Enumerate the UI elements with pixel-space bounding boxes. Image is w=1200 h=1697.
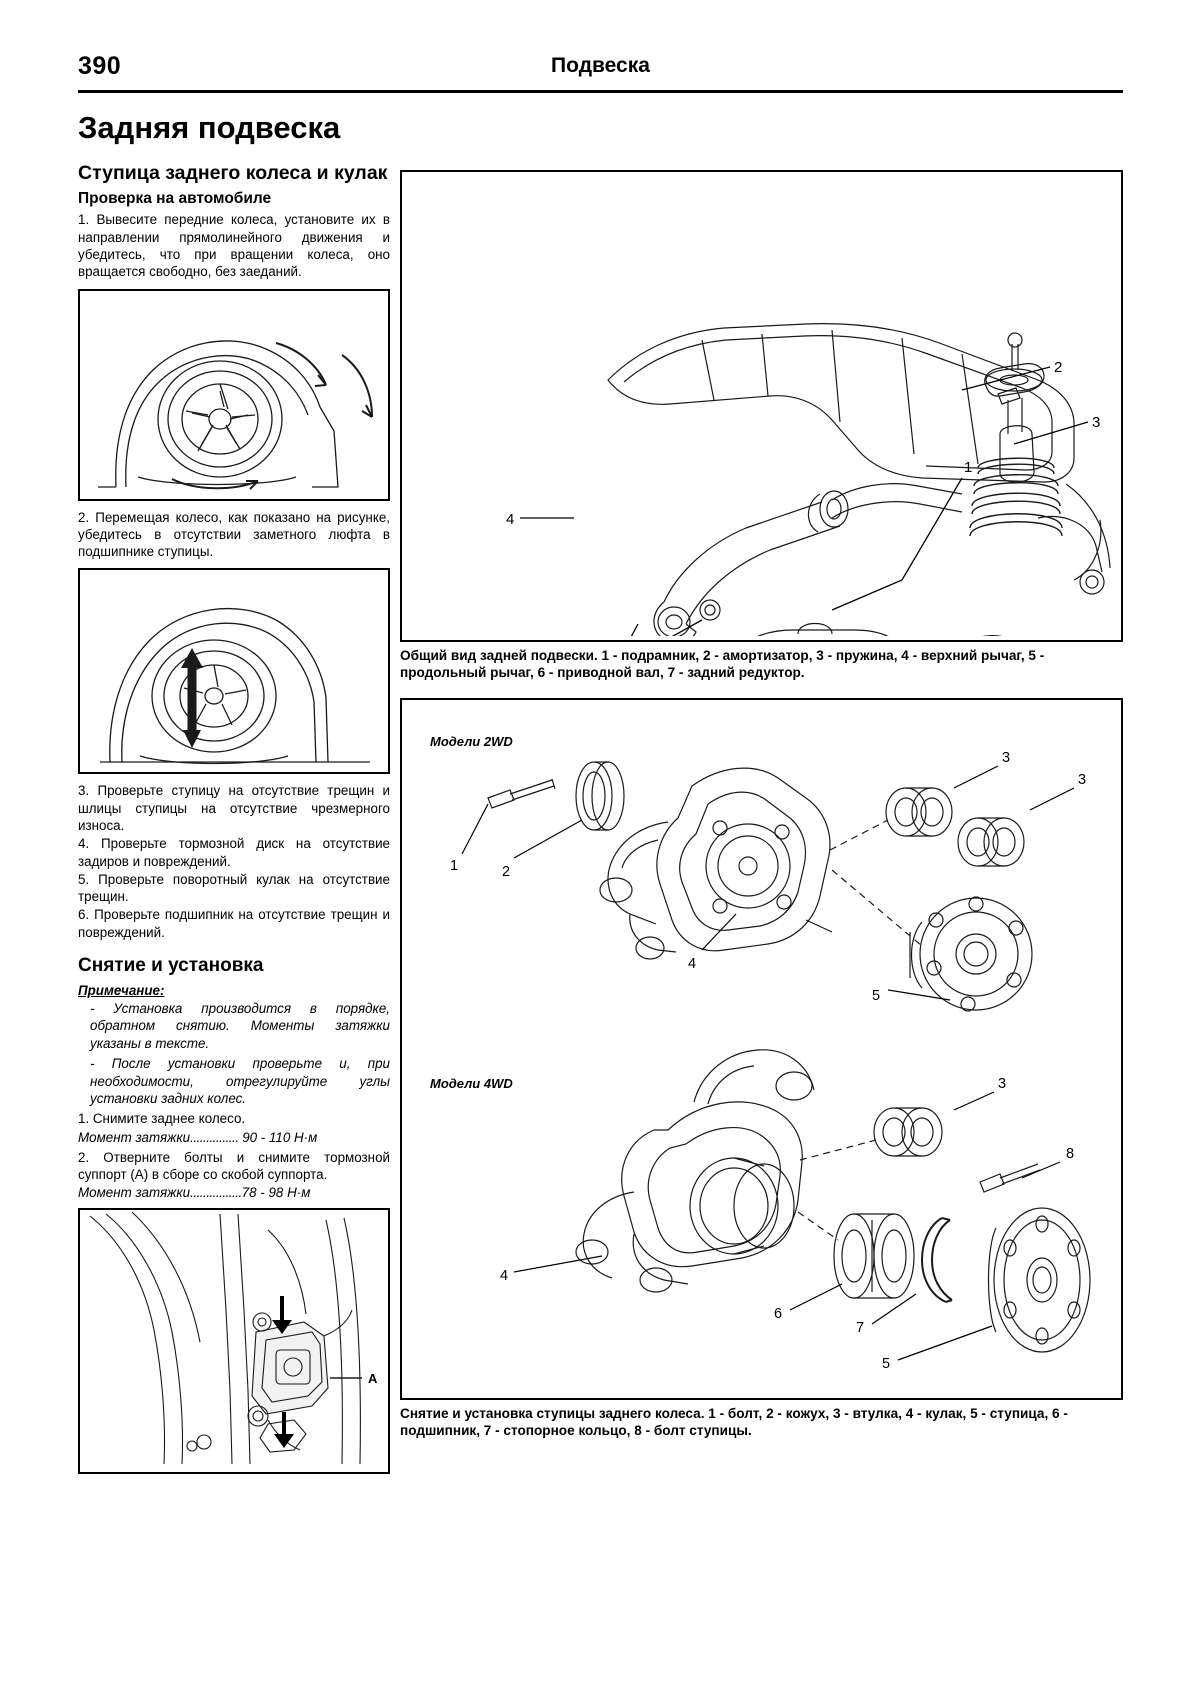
callout-4wd-3: 3 <box>998 1075 1007 1092</box>
step-1: 1. Снимите заднее колесо. <box>78 1111 246 1127</box>
paragraph-1: 1. Вывесите передние колеса, установите их в направлении прямолинейного движения и убедитесь, что при вращении колеса, оно вращается свободно, без заеданий. <box>78 212 390 280</box>
callout-2: 2 <box>1054 359 1063 376</box>
page-header <box>78 52 1123 94</box>
callout-4wd-4: 4 <box>500 1267 509 1284</box>
figure-wheel-play-check <box>78 568 390 774</box>
paragraph-5: 5. Проверьте поворотный кулак на отсутствие трещин. <box>78 871 390 905</box>
callout-4: 4 <box>506 511 515 528</box>
callout-1: 1 <box>964 459 973 476</box>
paragraph-2: 2. Перемещая колесо, как показано на рисунке, убедитесь в отсутствии заметного люфта в подшипнике ступицы. <box>78 509 390 560</box>
left-text-column <box>78 110 390 1474</box>
note-item-1: - Установка производится в порядке, обратном снятию. Моменты затяжки указаны в тексте. <box>90 1000 390 1051</box>
callout-3: 3 <box>1092 414 1101 431</box>
callout-2wd-5: 5 <box>872 987 881 1004</box>
callout-2wd-3b: 3 <box>1078 771 1087 788</box>
page-number: 390 <box>78 52 122 80</box>
label-4wd: Модели 4WD <box>430 1075 513 1091</box>
figure-wheel-rotation-check <box>78 289 390 501</box>
callout-2wd-3a: 3 <box>1002 749 1011 766</box>
torque-spec-1 <box>78 1130 390 1145</box>
torque-label-2: Момент затяжки <box>78 1185 191 1201</box>
torque-label-1: Момент затяжки <box>78 1129 191 1145</box>
note-heading: Примечание: <box>78 982 165 998</box>
paragraph-4: 4. Проверьте тормозной диск на отсутствие задиров и повреждений. <box>78 836 390 869</box>
figure-callout-a: А <box>368 1371 378 1387</box>
right-figure-column <box>400 170 1123 1439</box>
callout-4wd-7: 7 <box>856 1319 865 1336</box>
subsection-title-inspection: Проверка на автомобиле <box>78 190 272 208</box>
paragraph-3: 3. Проверьте ступицу на отсутствие трещин и шлицы ступицы на отсутствие чрезмерного износа. <box>78 783 390 833</box>
page-title: Задняя подвеска <box>78 110 341 145</box>
torque-spec-2 <box>78 1185 390 1200</box>
chapter-title: Подвеска <box>551 54 650 77</box>
callout-4wd-6: 6 <box>774 1305 783 1322</box>
callout-4wd-8: 8 <box>1066 1145 1075 1162</box>
figure-rear-suspension-overview <box>400 170 1123 642</box>
figure-brake-caliper <box>78 1208 390 1474</box>
paragraph-6: 6. Проверьте подшипник на отсутствие трещин и повреждений. <box>78 907 390 940</box>
torque-dots-1: ............... <box>190 1129 239 1145</box>
callout-2wd-1: 1 <box>450 857 459 874</box>
torque-dots-2: ................ <box>190 1185 242 1201</box>
figure-rear-hub-removal <box>400 698 1123 1400</box>
figure-1-caption: Общий вид задней подвески. 1 - подрамник, 2 - амортизатор, 3 - пружина, 4 - верхний рычаг, 5 - продольный рычаг, 6 - приводной вал, 7 - задний редуктор. <box>400 648 1045 681</box>
callout-2wd-4: 4 <box>688 955 697 972</box>
label-2wd: Модели 2WD <box>430 733 513 749</box>
callout-4wd-5: 5 <box>882 1355 891 1372</box>
step-2: 2. Отверните болты и снимите тормозной суппорт (А) в сборе со скобой суппорта. <box>78 1149 390 1183</box>
note-item-2: - После установки проверьте и, при необходимости, отрегулируйте углы установки задних колес. <box>90 1056 390 1107</box>
section-title: Ступица заднего колеса и кулак <box>78 162 388 184</box>
torque-value-2: 78 - 98 Н·м <box>241 1185 311 1201</box>
callout-2wd-2: 2 <box>502 863 511 880</box>
subsection-title-removal: Снятие и установка <box>78 954 264 976</box>
figure-2-caption: Снятие и установка ступицы заднего колеса. 1 - болт, 2 - кожух, 3 - втулка, 4 - кулак, 5 - ступица, 6 - подшипник, 7 - стопорное кольцо, 8 - болт ступицы. <box>400 1405 1068 1438</box>
header-divider <box>78 90 1123 93</box>
torque-value-1: 90 - 110 Н·м <box>242 1129 318 1145</box>
